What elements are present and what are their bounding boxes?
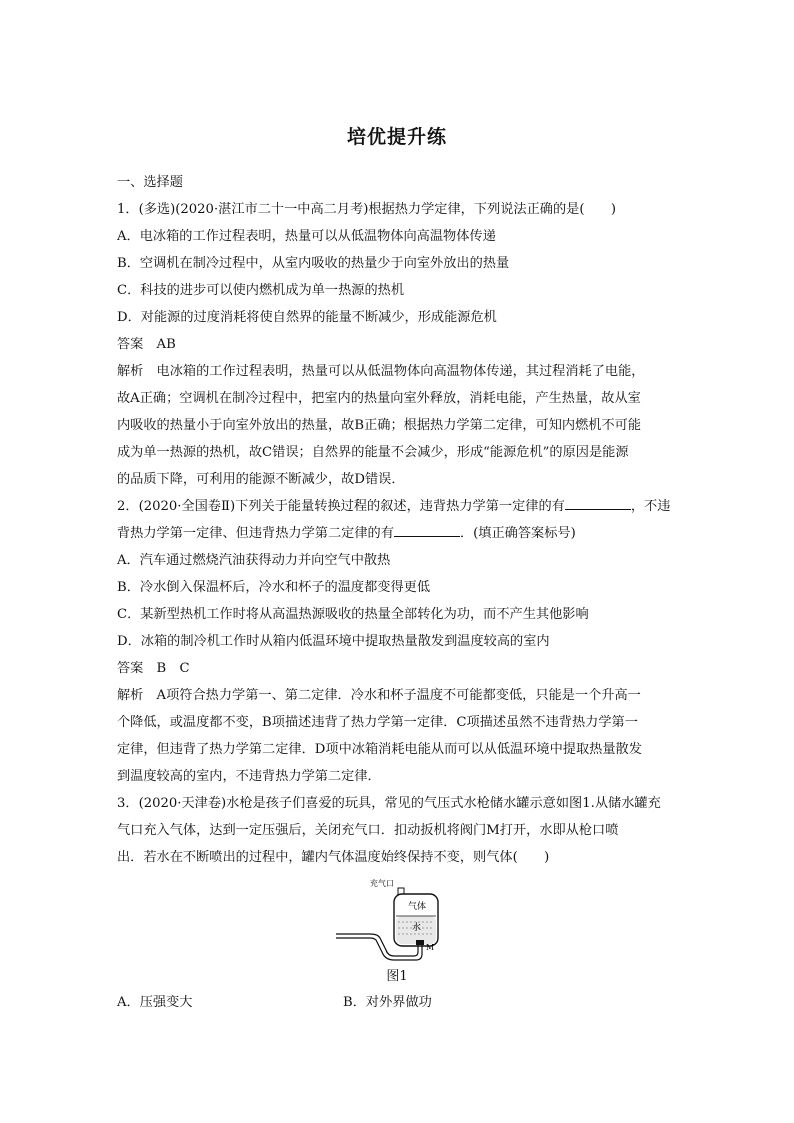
q2-stem-text: ，不违 — [630, 499, 671, 514]
q1-answer: 答案 AB — [117, 337, 176, 352]
q2-analysis-line: 个降低，或温度都不变，B项描述违背了热力学第一定律．C项描述虽然不违背热力学第一 — [117, 715, 638, 730]
q1-analysis-line: 解析 电冰箱的工作过程表明，热量可以从低温物体向高温物体传递，其过程消耗了电能， — [117, 364, 645, 379]
q1-option-a: A．电冰箱的工作过程表明，热量可以从低温物体向高温物体传递 — [117, 229, 496, 244]
q2-option-b: B．冷水倒入保温杯后，冷水和杯子的温度都变得更低 — [117, 580, 431, 595]
q2-stem-line1 — [117, 497, 689, 517]
q2-stem-text: ．(填正确答案标号) — [459, 526, 576, 541]
page-title: 培优提升练 — [346, 126, 447, 148]
water-label: 水 — [412, 923, 422, 933]
q1-analysis-line: 的品质下降，可利用的能源不断减少，故D错误． — [117, 472, 405, 487]
q3-option-a: A．压强变大 — [117, 995, 193, 1010]
q2-answer: 答案 B C — [117, 661, 190, 676]
answer-blank — [565, 497, 631, 510]
q2-analysis-line: 定律，但违背了热力学第二定律．D项中冰箱消耗电能从而可以从低温环境中提取热量散发 — [117, 742, 642, 757]
water-tank-diagram — [330, 876, 470, 961]
gas-label: 气体 — [408, 902, 427, 912]
q1-option-c: C．科技的进步可以使内燃机成为单一热源的热机 — [117, 283, 405, 298]
q2-option-d: D．冰箱的制冷机工作时从箱内低温环境中提取热量散发到温度较高的室内 — [117, 634, 550, 649]
q2-analysis-line: 到温度较高的室内，不违背热力学第二定律． — [117, 769, 381, 784]
answer-blank — [394, 524, 460, 537]
q3-stem-line: 3．(2020·天津卷)水枪是孩子们喜爱的玩具，常见的气压式水枪储水罐示意如图1.从储水罐充 — [117, 796, 661, 811]
valve-label: M — [426, 943, 435, 952]
inlet-label: 充气口 — [370, 879, 394, 888]
q1-option-d: D．对能源的过度消耗将使自然界的能量不断减少，形成能源危机 — [117, 310, 497, 325]
valve-shape — [416, 940, 424, 945]
q1-analysis-line: 成为单一热源的热机，故C错误；自然界的能量不会减少，形成“能源危机”的原因是能源 — [117, 445, 629, 460]
q2-analysis-line: 解析 A项符合热力学第一、第二定律．冷水和杯子温度不可能都变低，只能是一个升高一 — [117, 688, 641, 703]
q2-stem-text: 2．(2020·全国卷Ⅱ)下列关于能量转换过程的叙述，违背热力学第一定律的有 — [117, 499, 565, 514]
q1-analysis-line: 故A正确；空调机在制冷过程中，把室内的热量向室外释放，消耗电能，产生热量，故从室 — [117, 391, 641, 406]
q3-option-b: B．对外界做功 — [343, 995, 432, 1010]
q2-option-c: C．某新型热机工作时将从高温热源吸收的热量全部转化为功，而不产生其他影响 — [117, 607, 589, 622]
q1-option-b: B．空调机在制冷过程中，从室内吸收的热量少于向室外放出的热量 — [117, 256, 510, 271]
water-tank-figure — [330, 876, 470, 961]
section-heading: 一、选择题 — [117, 175, 183, 190]
q1-stem: 1．(多选)(2020·湛江市二十一中高二月考)根据热力学定律，下列说法正确的是( ) — [117, 202, 617, 217]
q2-stem-line2 — [117, 524, 689, 544]
figure-caption: 图1 — [386, 969, 408, 984]
q1-analysis-line: 内吸收的热量小于向室外放出的热量，故B正确；根据热力学第二定律，可知内燃机不可能 — [117, 418, 641, 433]
q2-stem-text: 背热力学第一定律、但违背热力学第二定律的有 — [117, 526, 394, 541]
q3-stem-line: 气口充入气体，达到一定压强后，关闭充气口．扣动扳机将阀门M打开，水即从枪口喷 — [117, 823, 619, 838]
q3-stem-line: 出．若水在不断喷出的过程中，罐内气体温度始终保持不变，则气体( ) — [117, 850, 550, 865]
q2-option-a: A．汽车通过燃烧汽油获得动力并向空气中散热 — [117, 553, 391, 568]
